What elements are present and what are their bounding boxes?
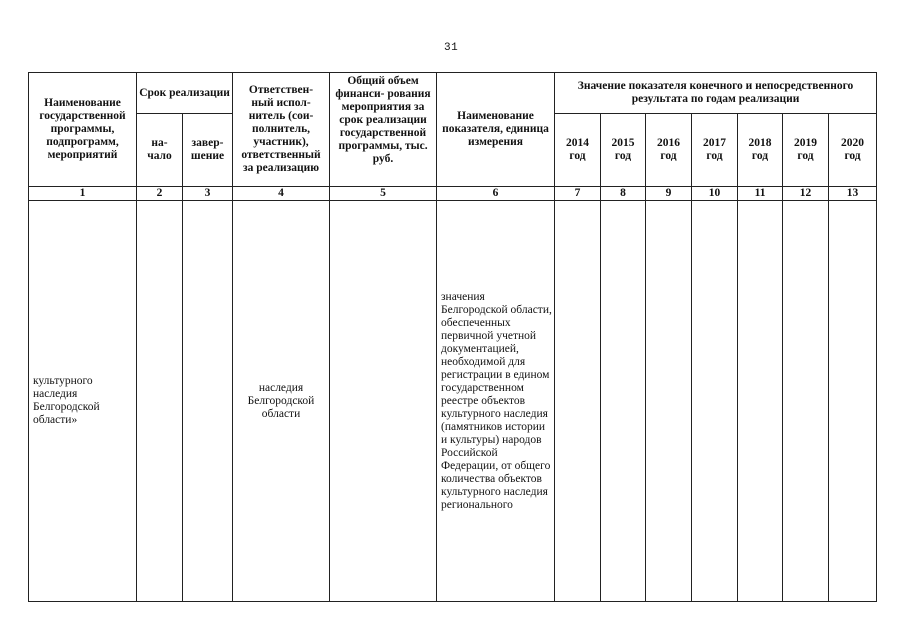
header-year-2017: 2017 год (692, 114, 738, 187)
indicator-cell: значения Белгородской области, обеспеченных первичной учетной документацией, необходимой для регистрации в едином государственном реестре объектов культурного наследия (памятников истории и культуры) народов Российской Федерации, от общего количества объектов культурного наследия регионального (437, 201, 555, 602)
header-funding: Общий объем финанси- рования мероприятия за срок реализации государственной программы, тыс. руб. (330, 73, 437, 187)
column-number: 8 (601, 187, 646, 201)
value-cell-2016 (646, 201, 692, 602)
column-number: 3 (183, 187, 233, 201)
value-cell-2015 (601, 201, 646, 602)
header-year-2014: 2014 год (555, 114, 601, 187)
value-cell-2020 (829, 201, 877, 602)
column-number: 12 (783, 187, 829, 201)
start-cell (137, 201, 183, 602)
header-year-2015: 2015 год (601, 114, 646, 187)
program-table (28, 72, 877, 602)
column-number: 2 (137, 187, 183, 201)
column-number: 13 (829, 187, 877, 201)
header-end: завер- шение (183, 114, 233, 187)
header-indicator: Наименование показателя, единица измерения (437, 73, 555, 187)
end-cell (183, 201, 233, 602)
column-number: 5 (330, 187, 437, 201)
column-number: 1 (29, 187, 137, 201)
header-year-2018: 2018 год (738, 114, 783, 187)
column-number: 11 (738, 187, 783, 201)
value-cell-2017 (692, 201, 738, 602)
header-term: Срок реализации (137, 73, 233, 114)
header-program-name: Наименование государственной программы, подпрограмм, мероприятий (29, 73, 137, 187)
column-number: 9 (646, 187, 692, 201)
header-responsible: Ответствен- ный испол- нитель (сои- полнитель, участник), ответственный за реализацию (233, 73, 330, 187)
funding-cell (330, 201, 437, 602)
page-number: 31 (444, 42, 459, 54)
program-name-cell: культурного наследия Белгородской области» (29, 201, 137, 602)
header-year-2019: 2019 год (783, 114, 829, 187)
column-number: 10 (692, 187, 738, 201)
column-number: 6 (437, 187, 555, 201)
value-cell-2014 (555, 201, 601, 602)
table-row (29, 201, 877, 602)
header-row-1 (29, 73, 877, 114)
column-number-row (29, 187, 877, 201)
column-number: 7 (555, 187, 601, 201)
header-year-2016: 2016 год (646, 114, 692, 187)
responsible-cell: наследия Белгородской области (233, 201, 330, 602)
header-year-2020: 2020 год (829, 114, 877, 187)
value-cell-2018 (738, 201, 783, 602)
header-start: на- чало (137, 114, 183, 187)
value-cell-2019 (783, 201, 829, 602)
header-indicator-values: Значение показателя конечного и непосредственного результата по годам реализации (555, 73, 877, 114)
column-number: 4 (233, 187, 330, 201)
